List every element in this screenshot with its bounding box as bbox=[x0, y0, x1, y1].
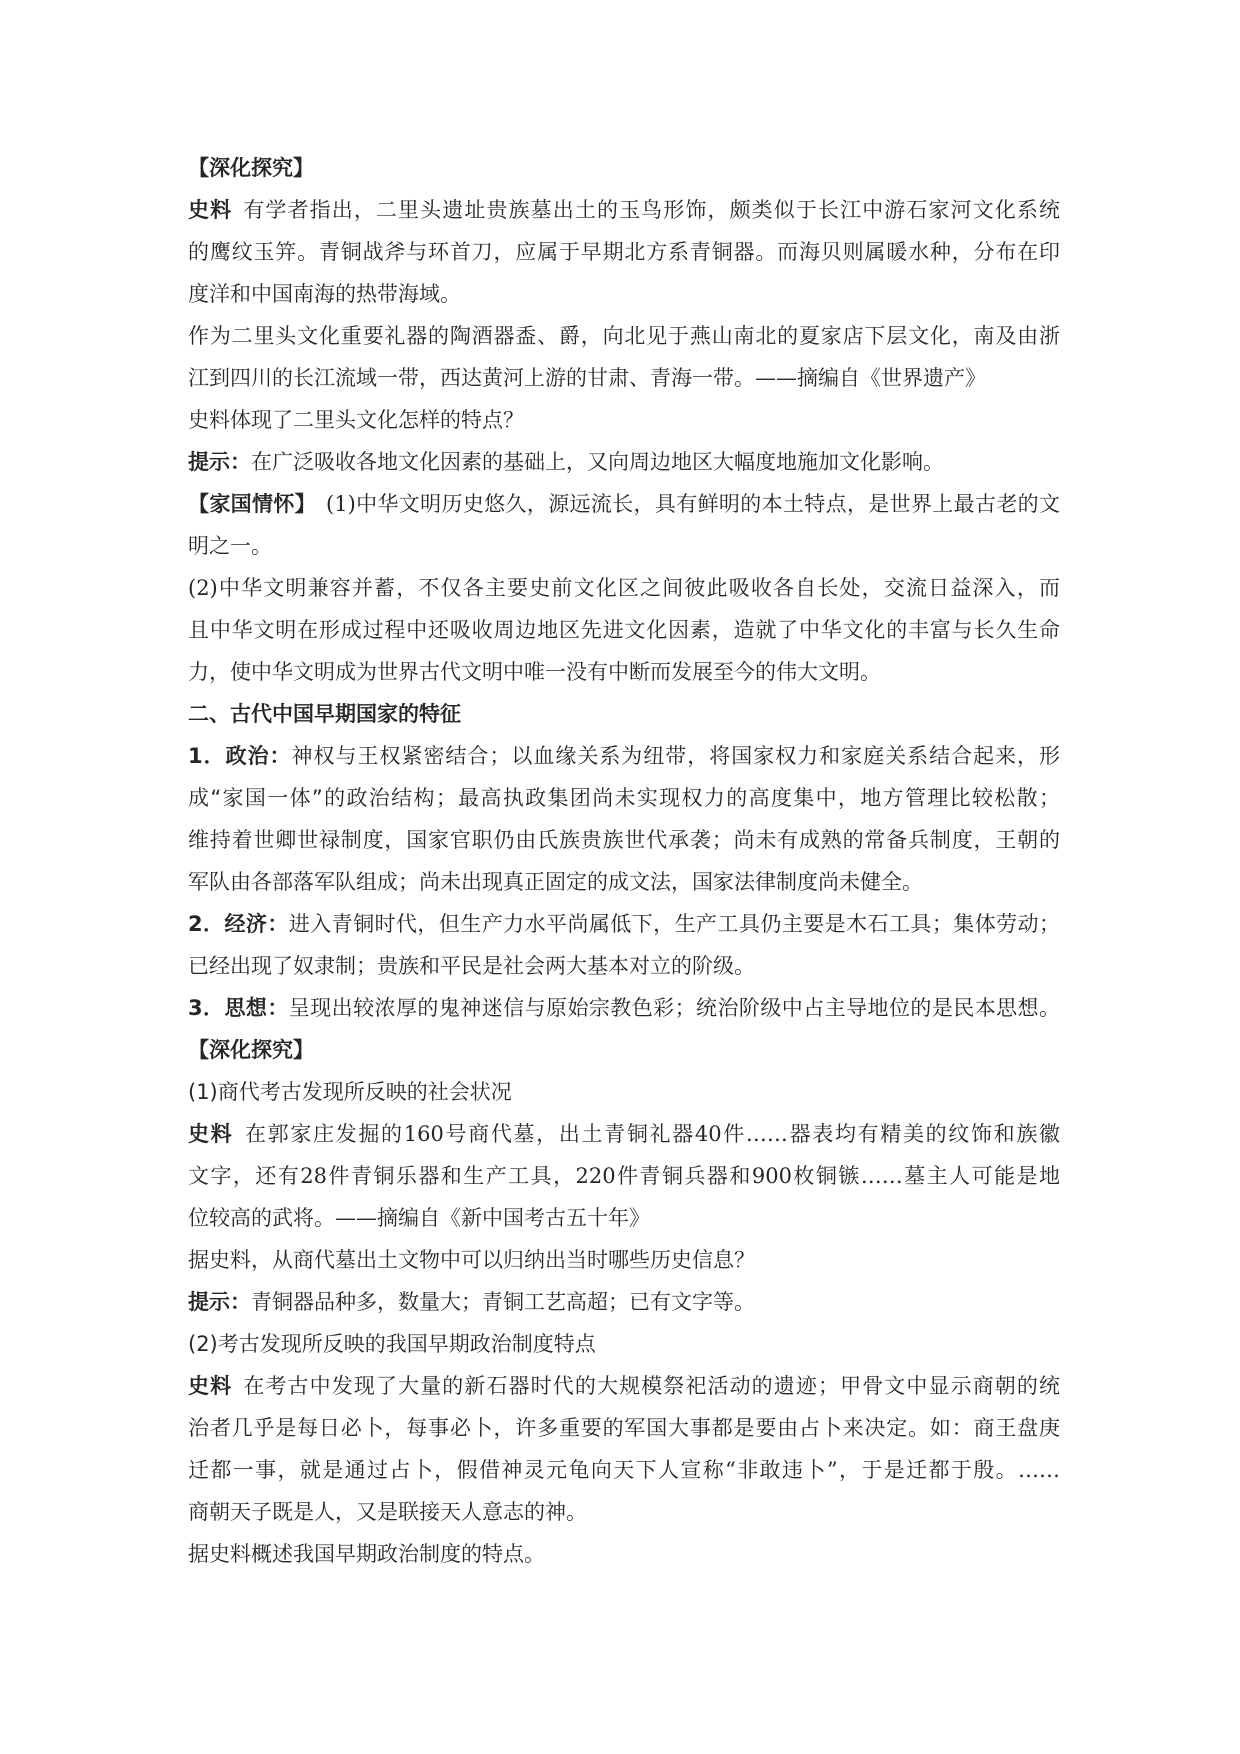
politics-line-4: 军队由各部落军队组成；尚未出现真正固定的成文法，国家法律制度尚未健全。 bbox=[188, 870, 923, 894]
source-paragraph-2-line-1: 作为二里头文化重要礼器的陶酒器盉、爵，向北见于燕山南北的夏家店下层文化，南及由浙 bbox=[188, 324, 1060, 348]
source-3-line-3: 位较高的武将。——摘编自《新中国考古五十年》 bbox=[188, 1206, 650, 1230]
home-country-line-2: 明之一。 bbox=[188, 534, 272, 558]
source-paragraph-1-line-1: 史料 有学者指出，二里头遗址贵族墓出土的玉鸟形饰，颇类似于长江中游石家河文化系统 bbox=[188, 198, 1061, 222]
source-4-line-3: 迁都一事，就是通过占卜，假借神灵元龟向天下人宣称“非敢违卜”，于是迁都于殷。…… bbox=[188, 1458, 1060, 1482]
source-label: 史料 bbox=[188, 1374, 233, 1398]
source-label: 史料 bbox=[188, 1122, 234, 1146]
subsection-2-title: (2)考古发现所反映的我国早期政治制度特点 bbox=[188, 1332, 596, 1356]
question-2: 据史料，从商代墓出土文物中可以归纳出当时哪些历史信息？ bbox=[188, 1248, 755, 1272]
question-3: 据史料概述我国早期政治制度的特点。 bbox=[188, 1542, 545, 1566]
hint-2: 提示：青铜器品种多，数量大；青铜工艺高超；已有文字等。 bbox=[188, 1290, 755, 1314]
source-3-line-2: 文字，还有28件青铜乐器和生产工具，220件青铜兵器和900枚铜镞……墓主人可能是地 bbox=[188, 1164, 1060, 1188]
source-4-line-2: 治者几乎是每日必卜，每事必卜，许多重要的军国大事都是要由占卜来决定。如：商王盘庚 bbox=[188, 1416, 1060, 1440]
home-country-line-4: 且中华文明在形成过程中还吸收周边地区先进文化因素，造就了中华文化的丰富与长久生命 bbox=[188, 618, 1060, 642]
source-label: 史料 bbox=[188, 198, 233, 222]
source-paragraph-2-line-2: 江到四川的长江流域一带，西达黄河上游的甘肃、青海一带。——摘编自《世界遗产》 bbox=[188, 366, 986, 390]
source-paragraph-1-line-2: 的鹰纹玉笄。青铜战斧与环首刀，应属于早期北方系青铜器。而海贝则属暖水种，分布在印 bbox=[188, 240, 1060, 264]
home-country-line-3: (2)中华文明兼容并蓄，不仅各主要史前文化区之间彼此吸收各自长处，交流日益深入，而 bbox=[188, 576, 1060, 600]
economy-line-2: 已经出现了奴隶制；贵族和平民是社会两大基本对立的阶级。 bbox=[188, 954, 755, 978]
subsection-1-title: (1)商代考古发现所反映的社会状况 bbox=[188, 1080, 512, 1104]
section-tag-deepen-1: 【深化探究】 bbox=[188, 156, 314, 180]
politics-line-2: 成“家国一体”的政治结构；最高执政集团尚未实现权力的高度集中，地方管理比较松散； bbox=[188, 786, 1060, 810]
source-4-line-4: 商朝天子既是人，又是联接天人意志的神。 bbox=[188, 1500, 587, 1524]
section-tag-deepen-2: 【深化探究】 bbox=[188, 1038, 314, 1062]
section-heading-2: 二、古代中国早期国家的特征 bbox=[188, 702, 461, 726]
politics-line-3: 维持着世卿世禄制度，国家官职仍由氏族贵族世代承袭；尚未有成熟的常备兵制度，王朝的 bbox=[188, 828, 1060, 852]
politics-line-1: 1．政治：神权与王权紧密结合；以血缘关系为纽带，将国家权力和家庭关系结合起来，形 bbox=[188, 744, 1060, 768]
section-tag-home-country: 【家国情怀】 bbox=[188, 492, 317, 516]
home-country-line-1: 【家国情怀】 (1)中华文明历史悠久，源远流长，具有鲜明的本土特点，是世界上最古老的文 bbox=[188, 492, 1061, 516]
thought-line-1: 3．思想：呈现出较浓厚的鬼神迷信与原始宗教色彩；统治阶级中占主导地位的是民本思想。 bbox=[188, 996, 1060, 1020]
economy-line-1: 2．经济：进入青铜时代，但生产力水平尚属低下，生产工具仍主要是木石工具；集体劳动； bbox=[188, 912, 1060, 936]
source-3-line-1: 史料 在郭家庄发掘的160号商代墓，出土青铜礼器40件……器表均有精美的纹饰和族徽 bbox=[188, 1122, 1060, 1146]
hint-1: 提示：在广泛吸收各地文化因素的基础上，又向周边地区大幅度地施加文化影响。 bbox=[188, 450, 944, 474]
home-country-line-5: 力，使中华文明成为世界古代文明中唯一没有中断而发展至今的伟大文明。 bbox=[188, 660, 881, 684]
source-paragraph-1-line-3: 度洋和中国南海的热带海域。 bbox=[188, 282, 461, 306]
question-1: 史料体现了二里头文化怎样的特点？ bbox=[188, 408, 524, 432]
source-4-line-1: 史料 在考古中发现了大量的新石器时代的大规模祭祀活动的遗迹；甲骨文中显示商朝的统 bbox=[188, 1374, 1061, 1398]
